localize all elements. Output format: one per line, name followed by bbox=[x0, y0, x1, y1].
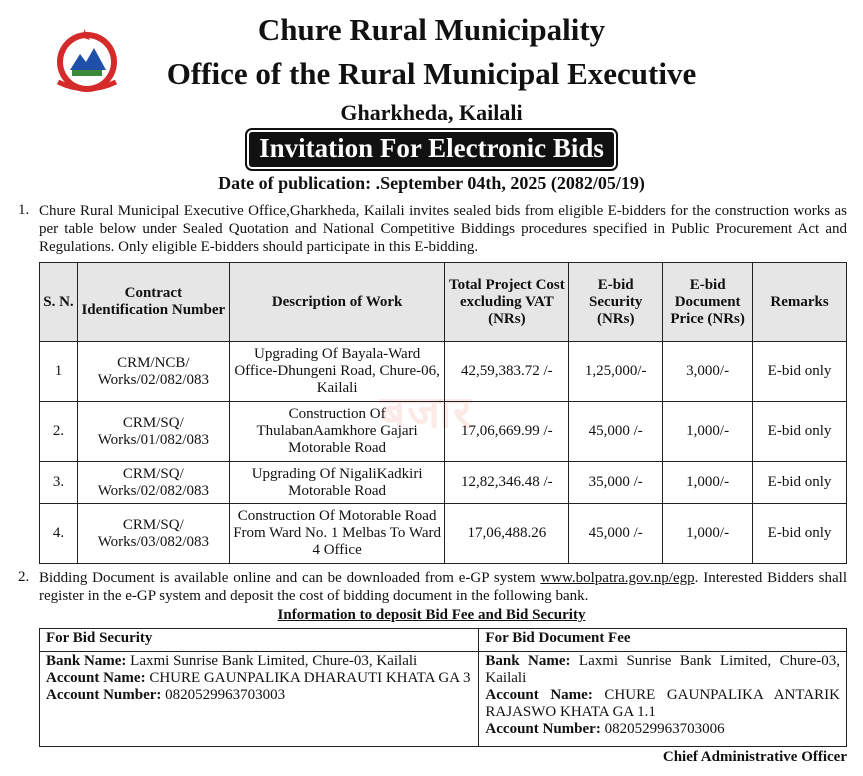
fee-bank-label: Bank Name: bbox=[485, 653, 571, 669]
cell-description: Upgrading Of Bayala-Ward Office-Dhungeni Road, Chure-06, Kailali bbox=[229, 342, 445, 402]
col-header-description: Description of Work bbox=[229, 263, 445, 342]
notice-header bbox=[0, 0, 863, 200]
col-header-sn: S. N. bbox=[40, 263, 78, 342]
cell-remarks: E-bid only bbox=[753, 504, 847, 564]
col-header-document-price: E-bid Document Price (NRs) bbox=[663, 263, 753, 342]
cell-sn: 3. bbox=[40, 462, 78, 504]
cell-description: Upgrading Of NigaliKadkiri Motorable Road bbox=[229, 462, 445, 504]
para1-text: Chure Rural Municipal Executive Office,Gharkheda, Kailali invites sealed bids from eligible E-bidders for the construction works as per table below under Sealed Quotation and National Competitive Biddings procedures specified in Public Procurement Act and Regulations. Only eligible E-bidders should participate in this E-bidding. bbox=[39, 203, 847, 255]
para1-number: 1. bbox=[18, 202, 30, 218]
cell-contract-id: CRM/NCB/ Works/02/082/083 bbox=[77, 342, 229, 402]
cell-remarks: E-bid only bbox=[753, 402, 847, 462]
cell-total-cost: 17,06,669.99 /- bbox=[445, 402, 569, 462]
signoff: Chief Administrative Officer bbox=[662, 749, 847, 765]
table-row bbox=[40, 462, 847, 504]
cell-document-price: 1,000/- bbox=[663, 402, 753, 462]
cell-total-cost: 12,82,346.48 /- bbox=[445, 462, 569, 504]
para2-text-after: . Interested Bidders shall register in the e-GP system and deposit the cost of bidding document in the following bank. bbox=[39, 570, 847, 604]
bank-header-row bbox=[40, 629, 847, 652]
office-title: Office of the Rural Municipal Executive bbox=[166, 56, 697, 91]
fee-number-value: 0820529963703006 bbox=[604, 721, 725, 737]
security-bank-value: Laxmi Sunrise Bank Limited, Chure-03, Kailali bbox=[130, 653, 418, 669]
cell-sn: 4. bbox=[40, 504, 78, 564]
municipality-title: Chure Rural Municipality bbox=[257, 12, 606, 47]
fee-number-label: Account Number: bbox=[485, 721, 601, 737]
fee-account-label: Account Name: bbox=[485, 687, 593, 703]
publication-date: Date of publication: .September 04th, 2025 (2082/05/19) bbox=[218, 173, 645, 193]
location-title: Gharkheda, Kailali bbox=[340, 100, 523, 125]
cell-document-price: 3,000/- bbox=[663, 342, 753, 402]
cell-total-cost: 17,06,488.26 bbox=[445, 504, 569, 564]
egp-link[interactable]: www.bolpatra.gov.np/egp bbox=[540, 570, 695, 586]
cell-document-price: 1,000/- bbox=[663, 462, 753, 504]
cell-description: Construction Of Motorable Road From Ward No. 1 Melbas To Ward 4 Office bbox=[229, 504, 445, 564]
table-header-row bbox=[40, 263, 847, 342]
bid-invitation-banner: Invitation For Electronic Bids bbox=[249, 132, 614, 167]
cell-bid-security: 1,25,000/- bbox=[569, 342, 663, 402]
col-header-bid-security: E-bid Security (NRs) bbox=[569, 263, 663, 342]
col-header-remarks: Remarks bbox=[753, 263, 847, 342]
para2-text bbox=[39, 569, 847, 605]
security-account-value: CHURE GAUNPALIKA DHARAUTI KHATA GA 3 bbox=[149, 670, 471, 686]
bid-fee-details bbox=[479, 652, 847, 747]
cell-contract-id: CRM/SQ/ Works/01/082/083 bbox=[77, 402, 229, 462]
cell-remarks: E-bid only bbox=[753, 462, 847, 504]
bid-security-heading: For Bid Security bbox=[40, 629, 479, 652]
table-row bbox=[40, 504, 847, 564]
cell-total-cost: 42,59,383.72 /- bbox=[445, 342, 569, 402]
col-header-contract-id: Contract Identification Number bbox=[77, 263, 229, 342]
cell-sn: 2. bbox=[40, 402, 78, 462]
security-number-label: Account Number: bbox=[46, 687, 162, 703]
cell-bid-security: 35,000 /- bbox=[569, 462, 663, 504]
cell-bid-security: 45,000 /- bbox=[569, 504, 663, 564]
para2-number: 2. bbox=[18, 569, 30, 585]
fee-account-value: CHURE GAUNPALIKA ANTARIK RAJASWO KHATA GA 1.1 bbox=[485, 687, 840, 720]
col-header-total-cost: Total Project Cost excluding VAT (NRs) bbox=[445, 263, 569, 342]
security-bank-label: Bank Name: bbox=[46, 653, 127, 669]
bank-info-table bbox=[39, 628, 847, 747]
para2-text-before: Bidding Document is available online and can be downloaded from e-GP system bbox=[39, 570, 541, 586]
bank-detail-row bbox=[40, 652, 847, 747]
works-table bbox=[39, 262, 847, 564]
fee-bank-value: Laxmi Sunrise Bank Limited, Chure-03, Kailali bbox=[485, 653, 840, 686]
watermark-text: बजार bbox=[380, 387, 474, 438]
cell-remarks: E-bid only bbox=[753, 342, 847, 402]
cell-document-price: 1,000/- bbox=[663, 504, 753, 564]
bid-security-details bbox=[40, 652, 479, 747]
bid-fee-heading: For Bid Document Fee bbox=[479, 629, 847, 652]
security-number-value: 0820529963703003 bbox=[165, 687, 286, 703]
cell-contract-id: CRM/SQ/ Works/02/082/083 bbox=[77, 462, 229, 504]
table-row bbox=[40, 342, 847, 402]
cell-bid-security: 45,000 /- bbox=[569, 402, 663, 462]
table-row bbox=[40, 402, 847, 462]
security-account-label: Account Name: bbox=[46, 670, 146, 686]
deposit-info-title: Information to deposit Bid Fee and Bid Security bbox=[277, 607, 586, 623]
cell-description: Construction Of ThulabanAamkhore Gajari Motorable Road bbox=[229, 402, 445, 462]
cell-contract-id: CRM/SQ/ Works/03/082/083 bbox=[77, 504, 229, 564]
cell-sn: 1 bbox=[40, 342, 78, 402]
banner-wrap bbox=[0, 132, 863, 167]
